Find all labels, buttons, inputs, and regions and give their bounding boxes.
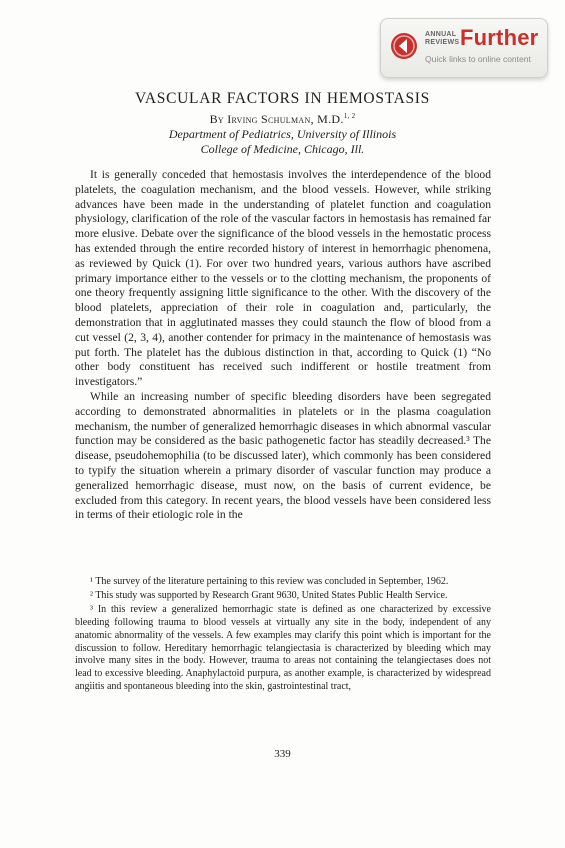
author-footnote-marks: 1, 2 (343, 112, 356, 120)
footnote-1: ¹ The survey of the literature pertaining to this review was concluded in September, 1962. (90, 576, 449, 587)
footnotes (75, 576, 491, 695)
further-label: Further (460, 25, 539, 50)
further-badge[interactable] (380, 18, 548, 78)
badge-subtitle: Quick links to online content (425, 54, 531, 64)
affiliation-line-2: College of Medicine, Chicago, Ill. (200, 142, 365, 156)
annual-reviews-label: ANNUAL REVIEWS (425, 31, 460, 46)
footnote-2: ² This study was supported by Research Grant 9630, United States Public Health Service. (90, 589, 448, 601)
body-paragraph-2: While an increasing number of specific bleeding disorders have been segregated according to demonstrated abnormalities in platelets or in the plasma coagulation mechanism, the number of generalized hemorrhagic diseases in which abnormal vascular function may be considered as the basic pathogenetic factor has steadily decreased.³ The disease, pseudohemophilia (to be discussed later), which commonly has been considered to typify the situation wherein a primary disorder of vascular function may produce a generalized hemorrhagic disease, must now, on the basis of current evidence, be excluded from this category. In recent years, the blood vessels have been considered less in terms of their etiologic role in the (75, 389, 491, 522)
arrow-left-circle-icon (389, 31, 419, 61)
author-name: By Irving Schulman, M.D. (209, 112, 344, 126)
page-number: 339 (274, 748, 291, 760)
author-byline (0, 112, 565, 127)
article-body (75, 168, 491, 523)
footnote-3: ³ In this review a generalized hemorrhagic state is defined as one characterized by excessive bleeding following trauma to blood vessels at virtually any site in the body, independent of any anatomic abnormality of the vessels. A few examples may clarify this point which is important for the discussion to follow. Hereditary hemorrhagic telangiectasia is characterized by bleeding which may involve many sites in the body. However, trauma to areas not containing the telangiectases does not lead to excessive bleeding. Anaphylactoid purpura, as another example, is characterized by widespread angiitis and spontaneous bleeding into the skin, gastrointestinal tract, (75, 603, 491, 693)
body-paragraph-1: It is generally conceded that hemostasis involves the interdependence of the blood platelets, the coagulation mechanism, and the blood vessels. However, while striking advances have been made in the understanding of platelet function and coagulation physiology, clarification of the role of the vascular factors in hemostasis has remained far more elusive. Debate over the significance of the blood vessels in the hemostatic process has extended through the entire recorded history of interest in hemorrhagic phenomena, as reviewed by Quick (1). For over two hundred years, various authors have ascribed primary importance either to the vessels or to the clotting mechanism, the proponents of one theory frequently assigning little significance to the other. With the discovery of the blood platelets, appreciation of their role in coagulation and, particularly, the demonstration that in agglutinated masses they could staunch the flow of blood from a cut vessel (2, 3, 4), another contender for primacy in the maintenance of hemostasis was put forth. The platelet has the dubious distinction in that, according to Quick (1) “No other body constituent has received such indifferent or hostile treatment from investigators.” (75, 168, 491, 389)
article-title: VASCULAR FACTORS IN HEMOSTASIS (135, 90, 430, 107)
affiliation-line-1: Department of Pediatrics, University of Illinois (168, 127, 397, 141)
